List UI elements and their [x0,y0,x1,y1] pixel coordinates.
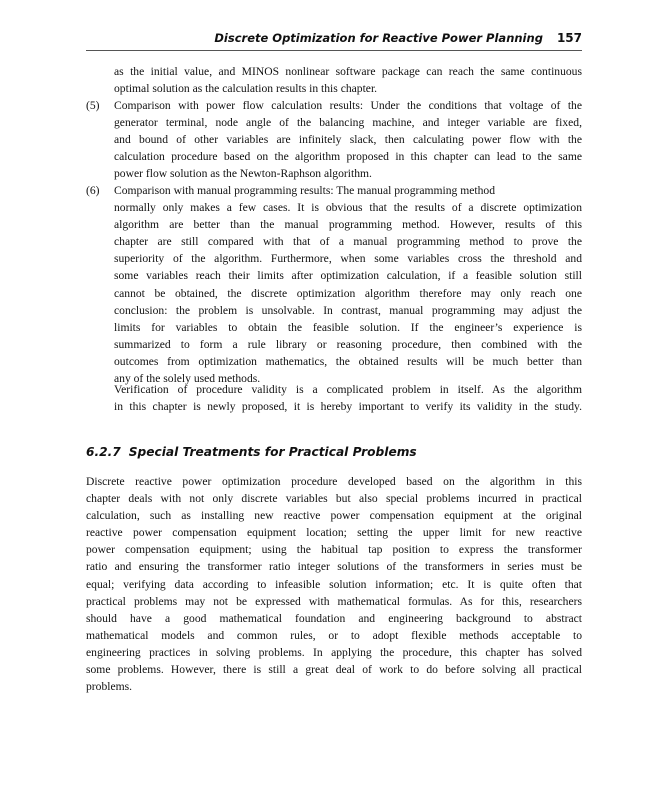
text-line: some problems. However, there is still a great deal of work to do before solving all practical [86,663,582,677]
text-line: normally only makes a few cases. It is obvious that the results of a discrete optimization [114,201,582,215]
text-line: limits for variables to obtain the feasible solution. If the engineer’s experience is [114,320,582,334]
running-header [86,31,582,51]
text-line: Verification of procedure validity is a complicated problem in itself. As the algorithm [114,383,582,396]
text-line: as the initial value, and MINOS nonlinear software package can reach the same continuous [114,65,582,78]
text-line: conclusion: the problem is unsolvable. In contrast, manual programming may adjust the [114,303,582,317]
text-line: outcomes from optimization mathematics, the obtained results will be much better than [114,354,582,368]
running-title: Discrete Optimization for Reactive Power Planning [214,31,543,45]
text-line: reactive power compensation equipment location; setting the upper limit for new reactive [86,526,582,540]
section-paragraph [86,473,582,695]
text-line: chapter deals with not only discrete variables but also special problems incurred in practical [86,492,582,506]
section-title: Special Treatments for Practical Problems [128,445,417,459]
verification-text [114,381,582,415]
continuation-text [114,63,582,97]
text-line: and bound of other variables are infinitely slack, then calculating power flow with the [114,133,582,147]
text-line: cannot be obtained, the discrete optimization algorithm therefore may only reach one [114,286,582,300]
text-line: power compensation equipment; using the habitual tap position to express the transformer [86,543,582,557]
text-line: problems. [86,680,133,694]
text-line: Discrete reactive power optimization procedure developed based on the algorithm in this [86,475,582,488]
section-heading [86,445,582,459]
text-line: algorithm are better than the manual programming method. However, results of this [114,218,582,232]
section-number: 6.2.7 [86,445,121,459]
text-line: superiority of the algorithm. Furthermore, when some variables cross the threshold and [114,252,582,266]
text-line: some variables reach their limits after optimization calculation, if a feasible solution still [114,269,582,283]
page-number: 157 [556,31,582,45]
item-number: (6) [86,184,100,197]
text-line: ratio and ensuring the transformer ratio integer solutions of the transformers in series must be [86,560,582,574]
item-content [114,97,582,182]
text-line: engineering practices in solving problems. In applying the procedure, this chapter has solved [86,645,582,659]
text-line: in this chapter is newly proposed, it is hereby important to verify its validity in the study. [114,400,582,414]
text-line: equal; verifying data according to infeasible solution information; etc. It is quite often that [86,577,582,591]
text-line: summarized to form a rule library or reasoning procedure, then combined with the [114,337,582,351]
text-line: calculation, such as installing new reactive power compensation equipment at the original [86,509,582,523]
text-line: should have a good mathematical foundation and engineering background to abstract [86,611,582,625]
text-line: optimal solution as the calculation results in this chapter. [114,82,378,96]
text-line: calculation procedure based on the algorithm proposed in this chapter can lead to the same [114,150,582,164]
item-content [114,182,582,387]
text-line: generator terminal, node angle of the balancing machine, and integer variable are fixed, [114,116,582,130]
text-line: chapter are still compared with that of a manual programming method to prove the [114,235,582,249]
text-line: Comparison with manual programming results: The manual programming method [114,184,496,197]
text-line: Comparison with power flow calculation results: Under the conditions that voltage of the [114,99,582,112]
item-number: (5) [86,99,100,112]
text-line: power flow solution as the Newton-Raphson algorithm. [114,167,372,181]
text-line: practical problems may not be expressed with mathematical formulas. As for this, researchers [86,594,582,608]
text-line: any of the solely used methods. [114,372,261,386]
header-rule [86,50,582,51]
text-line: mathematical models and common rules, or to adopt flexible methods acceptable to [86,628,582,642]
